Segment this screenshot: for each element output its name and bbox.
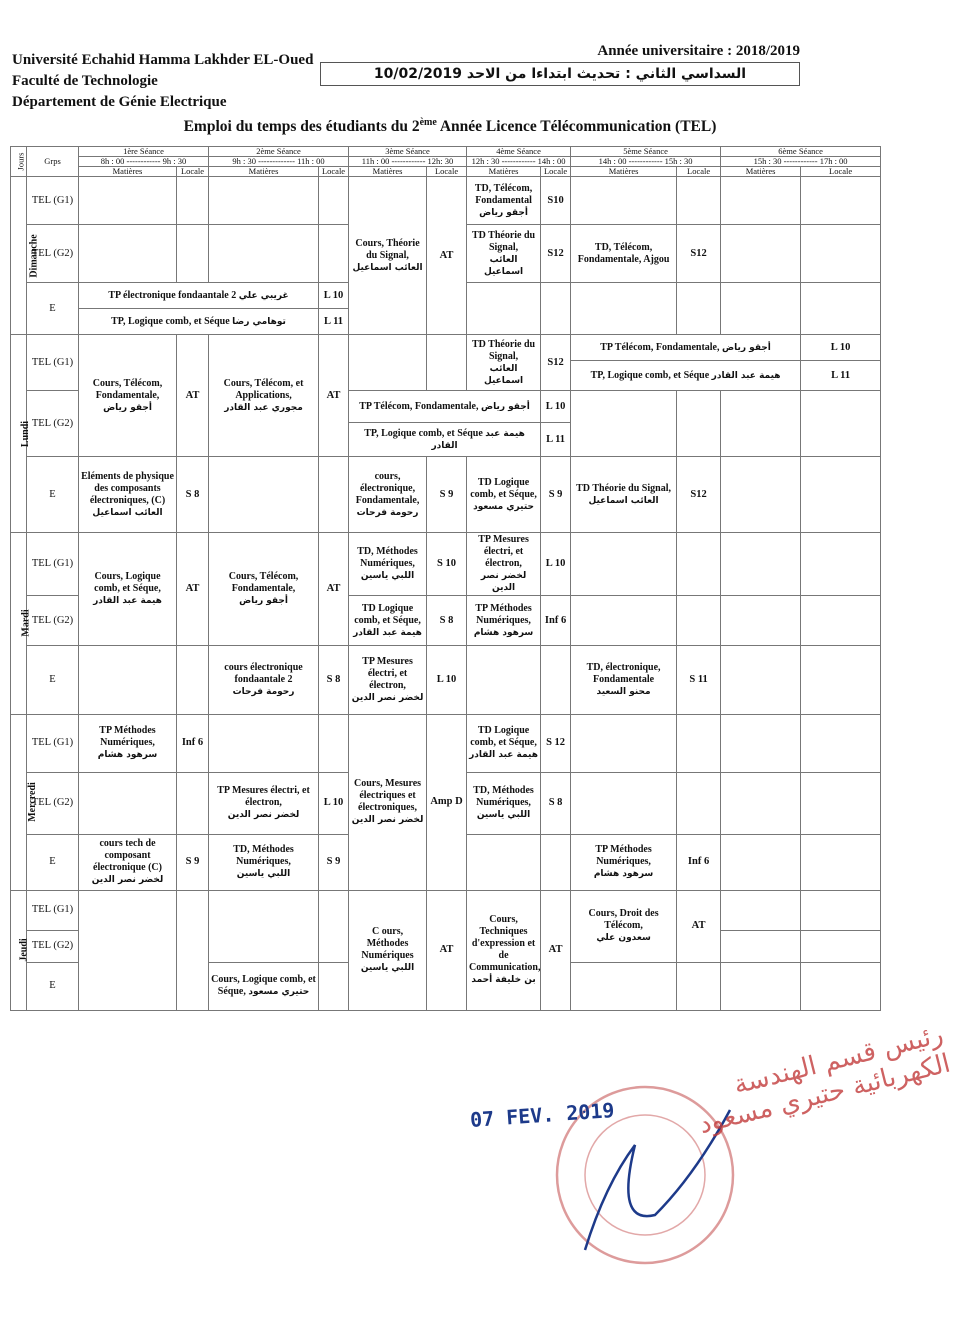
room-cell: S 10 [427, 533, 467, 596]
room-cell: Inf 6 [177, 714, 209, 772]
course-cell: Cours, Logique comb, et Séque, هيمة عبد القادر [79, 533, 177, 646]
course-cell: Cours, Mesures électriques et électroniques, لخضر نصر الدين [349, 714, 427, 890]
course-cell: TP Méthodes Numériques, سرهود هشام [79, 714, 177, 772]
session-1-name: 1ère Séance [79, 147, 209, 157]
course-cell: TP Télécom, Fondamentale, أجقو رياض [349, 391, 541, 423]
col-grps: Grps [27, 147, 79, 177]
faculty-name: Faculté de Technologie [12, 73, 158, 89]
course-cell: TP, Logique comb, et Séque توهامي رضا [79, 309, 319, 335]
course-cell: Cours, Télécom, et Applications, مجوري عبد القادر [209, 335, 319, 457]
room-cell: S 8 [319, 646, 349, 714]
room-cell: L 11 [541, 423, 571, 457]
col-matieres: Matières [79, 167, 177, 177]
room-cell: AT [427, 177, 467, 335]
room-cell: S 11 [677, 646, 721, 714]
course-cell: TP Mesures électri, et électron, لخضر نصر الدين [209, 772, 319, 834]
timetable [10, 146, 881, 1011]
col-locale: Locale [177, 167, 209, 177]
course-cell: Cours, Télécom, Fondamentale, أجقو رياض [79, 335, 177, 457]
room-cell: S 9 [319, 834, 349, 890]
room-cell: S12 [677, 457, 721, 533]
course-cell: TP, Logique comb, et Séque هيمة عبد القادر [349, 423, 541, 457]
col-matieres: Matières [349, 167, 427, 177]
col-jours: Jours [11, 147, 27, 177]
room-cell: Inf 6 [541, 596, 571, 646]
room-cell: S 8 [427, 596, 467, 646]
course-cell: TD, Méthodes Numériques, اللبي ياسين [467, 772, 541, 834]
room-cell: L 11 [319, 309, 349, 335]
group-label: E [27, 834, 79, 890]
course-cell: C ours, Méthodes Numériques اللبي ياسين [349, 890, 427, 1010]
room-cell: AT [319, 335, 349, 457]
title-pre: Emploi du temps des étudiants du 2 [183, 118, 420, 136]
course-cell: TP Télécom, Fondamentale, أجقو رياض [571, 335, 801, 361]
course-cell: Cours, Télécom, Fondamentale, أجقو رياض [209, 533, 319, 646]
room-cell: L 10 [801, 335, 881, 361]
group-label: E [27, 962, 79, 1010]
course-cell: TP Mesures électri, et électron, لخضر نصر الدين [467, 533, 541, 596]
course-cell: TD, Télécom, Fondamentale, Ajgou [571, 225, 677, 283]
course-cell: TD, Méthodes Numériques, اللبي ياسين [349, 533, 427, 596]
course-cell: Cours, Techniques d'expression et de Communication, بن خليفة أحمد [467, 890, 541, 1010]
course-cell: TD, Télécom, Fondamental أجقو رياض [467, 177, 541, 225]
group-label: TEL (G1) [27, 177, 79, 225]
col-matieres: Matières [721, 167, 801, 177]
session-4-time: 12h : 30 ------------ 14h : 00 [467, 157, 571, 167]
group-label: TEL (G2) [27, 596, 79, 646]
course-cell: Cours, Droit des Télécom, سعدون علي [571, 890, 677, 962]
session-4-name: 4ème Séance [467, 147, 571, 157]
col-matieres: Matières [571, 167, 677, 177]
room-cell: S 9 [541, 457, 571, 533]
course-cell: Cours, Logique comb, et Séque, حتيري مسعود [209, 962, 319, 1010]
session-3-time: 11h : 00 ------------ 12h: 30 [349, 157, 467, 167]
room-cell: L 10 [319, 772, 349, 834]
day-dimanche: Dimanche [11, 177, 27, 335]
course-cell: TD Logique comb, et Séque, هيمة عبد القادر [467, 714, 541, 772]
course-cell: TD, électronique, Fondamentale محنو السعيد [571, 646, 677, 714]
course-cell: Eléments de physique des composants électroniques, (C) العائب اسماعيل [79, 457, 177, 533]
signature-text: رئيس قسم الهندسة الكهربائية حتيري مسعود [696, 1019, 953, 1140]
session-5-time: 14h : 00 ------------ 15h : 30 [571, 157, 721, 167]
room-cell: S 8 [177, 457, 209, 533]
course-cell: cours tech de composant électronique (C) لخضر نصر الدين [79, 834, 177, 890]
date-stamp: 07 FEV. 2019 [469, 1097, 616, 1133]
room-cell: AT [319, 533, 349, 646]
col-locale: Locale [801, 167, 881, 177]
room-cell: Inf 6 [677, 834, 721, 890]
group-label: E [27, 283, 79, 335]
session-6-name: 6ème Séance [721, 147, 881, 157]
room-cell: S 9 [177, 834, 209, 890]
course-cell: TD Logique comb, et Séque, هيمة عبد القادر [349, 596, 427, 646]
room-cell: S10 [541, 177, 571, 225]
course-cell: TD Théorie du Signal, العائب اسماعيل [467, 225, 541, 283]
group-label: TEL (G2) [27, 391, 79, 457]
room-cell: L 10 [541, 391, 571, 423]
col-matieres: Matières [209, 167, 319, 177]
day-lundi: Lundi [11, 335, 27, 533]
course-cell: TP, Logique comb, et Séque هيمة عبد القادر [571, 361, 801, 391]
day-mardi: Mardi [11, 533, 27, 714]
session-6-time: 15h : 30 ------------ 17h : 00 [721, 157, 881, 167]
col-matieres: Matières [467, 167, 541, 177]
course-cell: TP électronique fondaantale 2 غريبي علي [79, 283, 319, 309]
department-name: Département de Génie Electrique [12, 94, 227, 110]
group-label: TEL (G2) [27, 772, 79, 834]
academic-year: Année universitaire : 2018/2019 [597, 43, 800, 59]
room-cell: Amp D [427, 714, 467, 890]
room-cell: S 12 [541, 714, 571, 772]
course-cell: TD Logique comb, et Séque, حتيري مسعود [467, 457, 541, 533]
course-cell: TD, Méthodes Numériques, اللبي ياسين [209, 834, 319, 890]
group-label: TEL (G2) [27, 930, 79, 962]
group-label: TEL (G1) [27, 890, 79, 930]
official-seal [545, 1025, 745, 1275]
room-cell: S12 [541, 225, 571, 283]
group-label: TEL (G1) [27, 533, 79, 596]
room-cell: AT [177, 533, 209, 646]
room-cell: L 10 [319, 283, 349, 309]
semester-note: السداسي الثاني : تحديث ابتداءا من الاحد 10/02/2019 [320, 62, 800, 86]
room-cell: S12 [541, 335, 571, 391]
room-cell: L 10 [541, 533, 571, 596]
course-cell: TD Théorie du Signal, العائب اسماعيل [571, 457, 677, 533]
group-label: TEL (G1) [27, 714, 79, 772]
session-3-name: 3ème Séance [349, 147, 467, 157]
title-post: Année Licence Télécommunication (TEL) [436, 118, 717, 136]
room-cell: AT [427, 890, 467, 1010]
room-cell: L 11 [801, 361, 881, 391]
institution-header [12, 50, 313, 113]
room-cell: AT [677, 890, 721, 962]
course-cell: TP Méthodes Numériques, سرهود هشام [571, 834, 677, 890]
session-1-time: 8h : 00 ------------ 9h : 30 [79, 157, 209, 167]
group-label: TEL (G2) [27, 225, 79, 283]
course-cell: TP Méthodes Numériques, سرهود هشام [467, 596, 541, 646]
course-cell: Cours, Théorie du Signal, العائب اسماعيل [349, 177, 427, 335]
col-locale: Locale [319, 167, 349, 177]
col-locale: Locale [427, 167, 467, 177]
room-cell: S 8 [541, 772, 571, 834]
room-cell: AT [541, 890, 571, 1010]
page-title [0, 117, 900, 136]
room-cell: AT [177, 335, 209, 457]
course-cell: TD Théorie du Signal, العائب اسماعيل [467, 335, 541, 391]
session-2-name: 2ème Séance [209, 147, 349, 157]
group-label: E [27, 457, 79, 533]
group-label: TEL (G1) [27, 335, 79, 391]
day-jeudi: Jeudi [11, 890, 27, 1010]
session-5-name: 5ème Séance [571, 147, 721, 157]
course-cell: cours électronique fondaantale 2 رحومة فرحات [209, 646, 319, 714]
room-cell: S 9 [427, 457, 467, 533]
course-cell: cours, électronique, Fondamentale, رحومة فرحات [349, 457, 427, 533]
day-mercredi: Mercredi [11, 714, 27, 890]
room-cell: S12 [677, 225, 721, 283]
university-name: Université Echahid Hamma Lakhder EL-Oued [12, 52, 314, 68]
room-cell: L 10 [427, 646, 467, 714]
session-2-time: 9h : 30 ------------- 11h : 00 [209, 157, 349, 167]
course-cell: TP Mesures électri, et électron, لخضر نصر الدين [349, 646, 427, 714]
group-label: E [27, 646, 79, 714]
col-locale: Locale [677, 167, 721, 177]
col-locale: Locale [541, 167, 571, 177]
title-sup: ème [419, 117, 437, 128]
